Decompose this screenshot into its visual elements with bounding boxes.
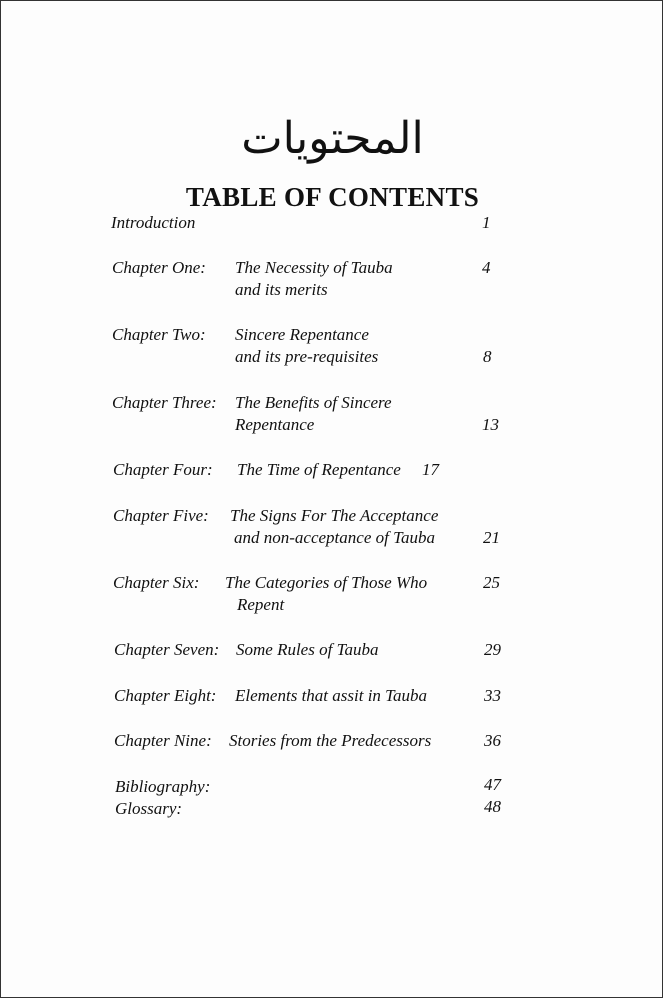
toc-page-chapter-four: 17 [422,460,439,479]
toc-page-chapter-five: 21 [483,528,500,547]
toc-page-chapter-eight: 33 [484,686,501,705]
toc-page-introduction: 1 [482,213,491,232]
toc-title-chapter-four-line1: The Time of Repentance [237,460,401,479]
toc-label-chapter-eight: Chapter Eight: [114,686,217,705]
toc-page-chapter-two: 8 [483,347,492,366]
toc-title-chapter-five-line1: The Signs For The Acceptance [230,506,439,525]
toc-title-chapter-three-line1: The Benefits of Sincere [235,393,392,412]
toc-title-chapter-nine-line1: Stories from the Predecessors [229,731,432,750]
toc-page-bibliography: 47 [484,775,501,794]
toc-label-chapter-two: Chapter Two: [112,325,206,344]
toc-title-chapter-one-line2: and its merits [235,280,328,299]
toc-label-chapter-five: Chapter Five: [113,506,209,525]
toc-page-glossary: 48 [484,797,501,816]
toc-title-chapter-two-line1: Sincere Repentance [235,325,369,344]
toc-title-chapter-six-line2: Repent [237,595,285,614]
toc-label-chapter-nine: Chapter Nine: [114,731,212,750]
arabic-heading: المحتويات [241,113,424,164]
toc-page-chapter-six: 25 [483,573,500,592]
toc-label-chapter-four: Chapter Four: [113,460,213,479]
toc-page-chapter-nine: 36 [484,731,501,750]
toc-label-bibliography: Bibliography: [115,777,211,796]
toc-title-chapter-eight-line1: Elements that assit in Tauba [235,686,428,705]
toc-page-chapter-one: 4 [482,258,491,277]
toc-title-chapter-three-line2: Repentance [235,415,315,434]
toc-label-introduction: Introduction [111,213,196,232]
toc-page-chapter-seven: 29 [484,640,501,659]
toc-title-chapter-two-line2: and its pre-requisites [235,347,379,366]
toc-title-chapter-five-line2: and non-acceptance of Tauba [234,528,435,547]
toc-label-chapter-seven: Chapter Seven: [114,640,220,659]
toc-title-chapter-one-line1: The Necessity of Tauba [235,258,393,277]
toc-page-chapter-three: 13 [482,415,499,434]
toc-label-glossary: Glossary: [115,799,183,818]
toc-label-chapter-one: Chapter One: [112,258,206,277]
toc-label-chapter-six: Chapter Six: [113,573,200,592]
toc-title-chapter-six-line1: The Categories of Those Who [225,573,428,592]
toc-label-chapter-three: Chapter Three: [112,393,217,412]
toc-title-chapter-seven-line1: Some Rules of Tauba [236,640,379,659]
page-title: TABLE OF CONTENTS [185,182,480,212]
